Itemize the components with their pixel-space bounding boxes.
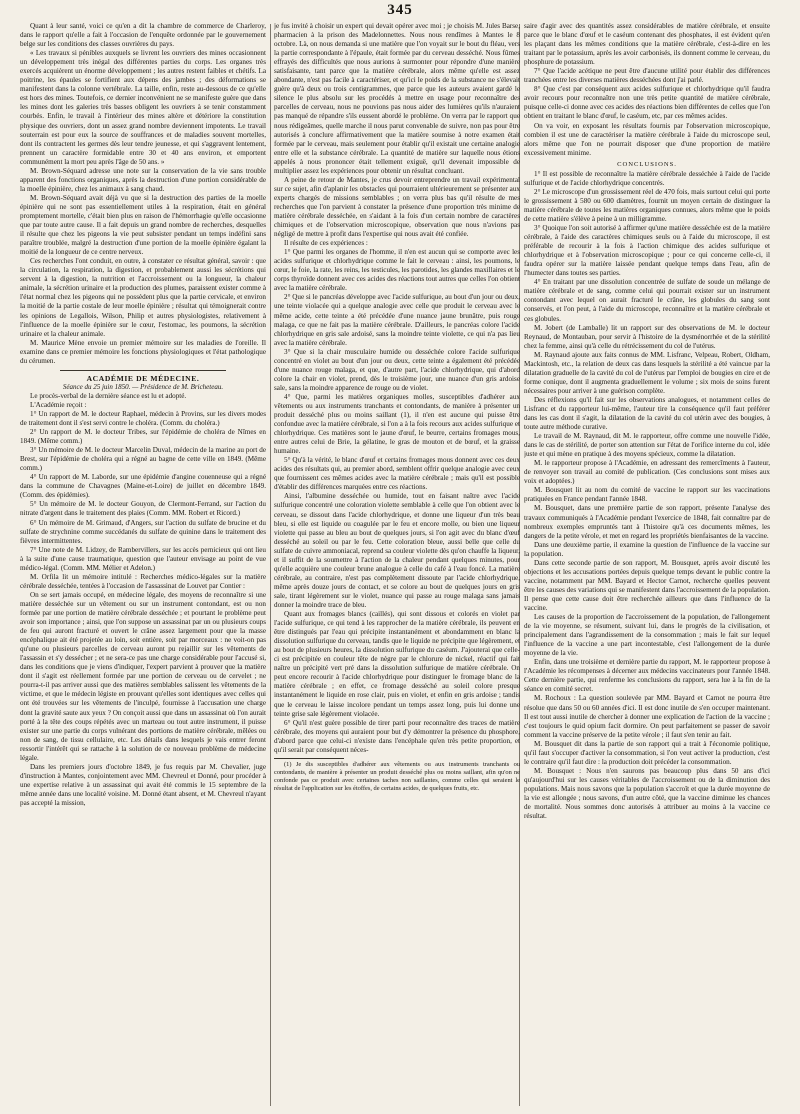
paragraph: 6° Un mémoire de M. Grimaud, d'Angers, sur l'action du sulfate de brucine et du sulfate de strychnine comme succédanés du sulfate de quinine dans le traitement des fièvres intermittentes. — [20, 518, 266, 545]
paragraph: M. Bousquet, dans une première partie de son rapport, présente l'analyse des travaux communiqués à l'Académie pendant l'exercice de 1848, fait connaître par de nombreux exemples empruntés tant à l'histoire qu'à ces documents mêmes, les dangers de la petite vérole, et met en regard les propriétés bienfaisantes de la vaccine. — [524, 504, 770, 540]
paragraph: 5° Qu'à la vérité, le blanc d'œuf et certains fromages mous donnent avec ces deux acides des résultats qui, au premier abord, semblent offrir quelque analogie avec ceux que fournissent ces mêmes acides avec la matière cérébrale ; mais qu'il est possible d'établir des différences marquées entre ces réactions. — [274, 456, 520, 492]
paragraph: M. le rapporteur propose à l'Académie, en adressant des remercîments à l'auteur, de renvoyer son travail au comité de publication. (Ces conclusions sont mises aux voix et adoptées.) — [524, 459, 770, 486]
paragraph: On se sert jamais occupé, en médecine légale, des moyens de reconnaître si une matière desséchée sur un vêtement ou sur un instrument contondant, est ou non formée par une portion de matière cérébrale desséchée ; et pourtant le problème peut avoir son importance ; ainsi, que l'on suppose un assassinat par un ou plusieurs coups de feu qui auront fracturé et ouvert le crâne assez largement pour que la masse encéphalique ait été projetée au loin, soit entière, soit par morceaux : ne voit-on pas qu'une ou plusieurs parcelles de cerveau auront pu rejaillir sur les vêtements de l'assassin et s'y dessécher ; et ne sera-ce pas une charge considérable pour l'accusé si, dans les conditions que je viens d'indiquer, l'expert parvient à prouver que la matière dont il s'agit est réellement formée par une portion de cerveau ou de cervelet ; ne pourra-t-il pas arriver aussi que des matières semblables salissent les vêtements de la victime, et que le médecin légiste en prouvant qu'elles sont identiques avec celles qui ont été trouvées sur les vêtements de l'inculpé, fournisse à l'accusation une charge dont la gravité saute aux yeux ? On conçoit aussi que dans un assassinat où l'on aurait porté à la tête des coups répétés avec un marteau ou tout autre instrument, il puisse exister sur une partie du corps vulnérant des portions de matière cérébrale, mêlées ou non de sang, de tissu cellulaire, etc. Les détails dans lesquels je vais entrer feront ressortir l'intérêt qui se rattache à la solution de ce nouveau problème de médecine légale. — [20, 590, 266, 762]
paragraph: Le travail de M. Raynaud, dit M. le rapporteur, offre comme une nouvelle l'idée, dans le cas de stérilité, de porter son attention sur l'état de l'orifice interne du col, idée juste et qui mène en pratique à des moyens spécieux, comme la dilatation. — [524, 432, 770, 459]
paragraph: M. Raynaud ajoute aux faits connus de MM. Lisfranc, Velpeau, Robert, Oldham, Mackintosh, etc., la relation de deux cas dans lesquels la stérilité a été vaincue par la dilatation graduelle de la cavité du col de l'utérus par l'emploi de bougies en cire et de forme conique, dont il augmenta graduellement le volume ; six mois de soins furent nécessaires pour arriver à une guérison complète. — [524, 350, 770, 395]
column-middle — [274, 22, 520, 1108]
paragraph: Quant à leur santé, voici ce qu'en a dit la chambre de commerce de Charleroy, dans le rapport qu'elle a fait à l'occasion de l'enquête ordonnée par le gouvernement belge sur les conditions des classes ouvrières du pays. — [20, 22, 266, 49]
paragraph: Dans les premiers jours d'octobre 1849, je fus requis par M. Chevalier, juge d'instruction à Mantes, conjointement avec MM. Chevreul et Donné, pour procéder à une expertise relative à un assassinat qui avait été commis le 15 septembre de la même année dans une localité voisine. M. Donné étant absent, et M. Chevreul n'ayant pas accepté la mission, — [20, 762, 266, 807]
paragraph: 2° Un rapport de M. le docteur Tribes, sur l'épidémie de choléra de Nîmes en 1849. (Même comm.) — [20, 428, 266, 446]
paragraph: 4° Un rapport de M. Laborde, sur une épidémie d'angine couenneuse qui a régné dans la commune de Chavagnes (Maine-et-Loire) de juillet en décembre 1849. (Comm. des épidémies). — [20, 473, 266, 500]
column-rule — [270, 24, 271, 1106]
paragraph: 4° Que, parmi les matières organiques molles, susceptibles d'adhérer aux vêtements ou aux instruments tranchants et contondants, de manière à présenter un produit desséché plus ou moins saillant (1), il n'en est aucune qui puisse être confondue avec la matière cérébrale, si l'on a à la fois recours aux acides sulfurique et chlorhydrique. Ces matières sont le jaune d'œuf, le beurre, certains fromages mous, entre autres celui de Brie, la gélatine, le gras de mouton et de bœuf, et la graisse humaine. — [274, 392, 520, 456]
paragraph: « Les travaux si pénibles auxquels se livrent les ouvriers des mines occasionnent un développement très inégal des différentes parties du corps. Les organes très exercés acquièrent un énorme développement ; les autres restent faibles et chétifs. La poitrine, les épaules se fortifient aux dépens des jambes ; des déformations se manifestent dans la colonne vertébrale. La taille, enfin, reste au-dessous de ce qu'elle est hors des mines. Toutefois, ce dernier inconvénient ne se manifeste guère que dans les mines dont les galeries très basses obligent les ouvriers à se tenir constamment courbés. Enfin, le travail à l'intérieur des mines altère et détériore la constitution physique des ouvriers, dont un assez grand nombre deviennent impotents. Le travail souterrain est pour eux la source de souffrances et de maladies souvent mortelles, dont ils contractent les germes dès leur tendre jeunesse, et qui s'aggravent lentement, prennent un caractère formidable entre 30 et 40 ans environ, et emportent communément la mort peu après l'âge de 50 ans. » — [20, 49, 266, 166]
paragraph: saire d'agir avec des quantités assez considérables de matière cérébrale, et ensuite parce que le blanc d'œuf et le caséum contenant des phosphates, il est évident qu'en les plaçant dans les mêmes conditions que la matière cérébrale, c'est-à-dire en les traitant par le potassium, après les avoir carbonisés, ils donnent comme le cerveau, du phosphure de potassium. — [524, 22, 770, 67]
paragraph: 1° Il est possible de reconnaître la matière cérébrale desséchée à l'aide de l'acide sulfurique et de l'acide chlorhydrique concentrés. — [524, 169, 770, 187]
paragraph: L'Académie reçoit : — [30, 400, 87, 409]
paragraph: 6° Qu'il n'est guère possible de tirer parti pour reconnaître des traces de matière cérébrale, des moyens qui auraient pour but d'y démontrer la présence du phosphore, d'abord parce que celui-ci n'existe dans l'encéphale qu'en très petite proportion, et qu'il serait par conséquent néces- — [274, 718, 520, 754]
paragraph: Quant aux fromages blancs (caillés), qui sont dissous et colorés en violet par l'acide sulfurique, ce qui tend à les rapprocher de la matière cérébrale, ils peuvent en être distingués par l'eau qui précipite instantanément et abondamment en blanc la dissolution sulfurique du cerveau, tandis que le liquide ne précipite que légèrement, et au bout de plusieurs heures, la dissolution sulfurique du caséum. J'ajouterai que celle-ci est précipitée en couleur tête de nègre par le chlorure de nickel, réactif qui fait naître un précipité vert pré dans la dissolution sulfurique de matière cérébrale. On peut encore recourir à l'acide chlorhydrique pour distinguer le fromage blanc de la matière cérébrale ; en effet, ce fromage desséché au soleil colore presque instantanément le liquide en rose clair, puis en violet, et enfin en gris ardoise ; tandis que le cerveau le laisse incolore pendant un temps assez long, puis lui donne une teinte grise sale légèrement violacée. — [274, 610, 520, 718]
conclusions-heading: CONCLUSIONS. — [617, 160, 677, 168]
paragraph: Enfin, dans une troisième et dernière partie du rapport, M. le rapporteur propose à l'Académie les récompenses à décerner aux médecins vaccinateurs pour l'année 1848. Cette dernière partie, qui renferme les conclusions du rapport, sera lue à la fin de la séance en comité secret. — [524, 658, 770, 694]
paragraph: M. Bousquet lit au nom du comité de vaccine le rapport sur les vaccinations pratiquées en France pendant l'année 1848. — [524, 486, 770, 504]
paragraph: 1° Que parmi les organes de l'homme, il n'en est aucun qui se comporte avec les acides sulfurique et chlorhydrique comme le fait le cerveau : ainsi, les poumons, le cœur, le foie, la rate, les reins, les testicules, les parotides, les glandes maxillaires et le corps thyroïde donnent avec ces acides des réactions tout autres que celles l'on obtient avec la matière cérébrale. — [274, 248, 520, 293]
paragraph: 7° Une note de M. Lidzey, de Rambervillers, sur les accès pernicieux qui ont lieu à la suite d'une cause traumatique, question que l'auteur envisage au point de vue médico-légal. (Comm. MM. Mélier et Adelon.) — [20, 545, 266, 572]
paragraph: On va voir, en exposant les résultats fournis par l'observation microscopique, combien il est une de caractériser la matière cérébrale à l'aide du microscope seul, alors même que l'on ne pourrait disposer que d'une proportion de matière excessivement minime. — [524, 121, 770, 157]
section-subtitle: Séance du 25 juin 1850. — Présidence de M. Bricheteau. — [62, 382, 224, 391]
paragraph: M. Bousquet dit dans la partie de son rapport qui a trait à l'économie politique, qu'il faut s'occuper d'activer la consommation, si l'on veut activer la production, c'est le contraire qu'il faut dire : la production doit précéder la consommation. — [524, 739, 770, 766]
paragraph: Il résulte de ces expériences : — [284, 239, 368, 248]
paragraph: M. Orfila lit un mémoire intitulé : Recherches médico-légales sur la matière cérébrale desséchée, tentées à l'occasion de l'assassinat de Louvet par Contier : — [20, 572, 266, 590]
paragraph: 3° Que si la chair musculaire humide ou desséchée colore l'acide sulfurique concentré en violet au bout d'un jour ou deux, cette teinte a également été précédée d'une nuance rouge malaga, et que, d'autre part, l'acide chlorhydrique, qui d'abord colore la chair en violet, prend, dès le troisième jour, une nuance d'un gris ardoise sale, sans la moindre apparence de rouge ou de violet. — [274, 347, 520, 392]
column-right — [524, 22, 770, 1108]
paragraph: M. Bousquet : Nous n'en saurons pas beaucoup plus dans 50 ans d'ici qu'aujourd'hui sur les causes véritables de l'accroissement ou de la diminution des populations. Mais nous savons que la population s'accroît et que la durée moyenne de la vie est allongée ; nous savons, d'un autre côté, que la vaccine diminue les chances de mortalité. Nous sommes donc autorisés à attribuer au moins à la vaccine ce résultat. — [524, 766, 770, 821]
paragraph: M. Jobert (de Lamballe) lit un rapport sur des observations de M. le docteur Reynaud, de Montauban, pour servir à l'histoire de la dysménorrhée et de la stérilité chez la femme, ainsi qu'à celle du rétrécissement du col de l'utérus. — [524, 323, 770, 350]
footnote: (1) Je dis susceptibles d'adhérer aux vêtements ou aux instruments tranchants ou contondants, de manière à présenter un produit desséché plus ou moins saillant, afin qu'on ne confonde pas ce produit avec certaines taches non saillantes, comme celles qui seraient le résultat de l'application sur les étoffes, de certains acides, de quelques fruits, etc. — [274, 760, 520, 793]
paragraph: Dans cette seconde partie de son rapport, M. Bousquet, après avoir discuté les objections et les accusations portées depuis quelque temps devant le public contre la vaccine, notamment par MM. Bayard et Hector Carnot, recherche quelles peuvent être les causes des variations qui se manifestent dans l'accroissement de la population. Il pense que cette cause doit être recherchée ailleurs que dans l'influence de la vaccine. — [524, 558, 770, 612]
paragraph: je fus invité à choisir un expert qui devait opérer avec moi ; je choisis M. Jules Barse, pharmacien à la prison des Madelonnettes. Nous nous rendîmes à Mantes le 8 octobre. Là, on nous demanda si une matière que l'on voyait sur le bout du fléau, vers la partie correspondante à l'épaule, était formée par du cerveau desséché. Nous fûmes effrayés des difficultés que nous aurions à surmonter pour répondre d'une manière satisfaisante, tant parce que la matière cérébrale, alors même qu'elle est assez abondante, n'est pas facile à caractériser, et qu'ici le poids de la substance ne s'élevait guère qu'à deux ou trois centigrammes, que parce que les auteurs avaient gardé le silence le plus absolu sur les procédés à mettre en usage pour reconnaître des parcelles de cerveau, nous ne pouvions pas nous aider des lumières qu'ils n'auraient pas manqué de répandre s'ils eussent abordé le problème. On verra par le rapport que nous rédigeâmes, quelle marche il nous parut convenable de suivre, non pas pour être autorisés à conclure affirmativement que la matière soumise à notre examen était formée par le cerveau, mais seulement pour établir qu'il existait une certaine analogie entre elle et la substance cérébrale. La quantité de matière sur laquelle nous étions appelés à nous prononcer était tellement exiguë, qu'il devenait impossible de multiplier assez les expériences pour obtenir un résultat concluant. — [274, 22, 520, 175]
paragraph: M. Brown-Séquard adresse une note sur la conservation de la vie sans trouble apparent des fonctions organiques, après la destruction d'une portion considérable de la moelle épinière, chez les animaux à sang chaud. — [20, 166, 266, 193]
paragraph: Ces recherches l'ont conduit, en outre, à constater ce résultat général, savoir : que la circulation, la respiration, la digestion, et probablement aussi les sécrétions qui servent à la digestion, la nutrition et l'accroissement ou la longueur, la chaleur animale, la sécrétion urinaire et la production des plumes, paraissent exister comme à l'état normal chez les pigeons qui ne possèdent plus que la partie cervicale, et environ la moitié de la partie costale de leur moelle épinière ; résultat qui témoignerait contre les opinions de Legallois, Wilson, Philip et autres physiologistes, relativement à l'influence de la moelle épinière sur le cœur, l'estomac, les poumons, la sécrétion urinaire et la chaleur animale. — [20, 257, 266, 338]
paragraph: 5° Un mémoire de M. le docteur Gouyon, de Clermont-Ferrand, sur l'action du nitrate d'argent dans le traitement des plaies (Comm. MM. Robert et Ricord.) — [20, 500, 266, 518]
paragraph: Les causes de la proportion de l'accroissement de la population, de l'allongement de la vie moyenne, se résument, suivant lui, dans le progrès de la civilisation, et principalement dans l'agrandissement de la consommation ; mais le fait sur lequel l'influence de la vaccine a une part incontestable, c'est l'allongement de la durée moyenne de la vie. — [524, 613, 770, 658]
paragraph: 3° Quoique l'on soit autorisé à affirmer qu'une matière desséchée est de la matière cérébrale, à l'aide des caractères chimiques seuls ou à l'aide du microscope, il est préférable de recourir à la fois à l'action chimique des acides sulfurique et chlorhydrique et à l'observation microscopique ; pour ce qui concerne celle-ci, il faudra opérer sur la matière laissée pendant quelque temps dans l'eau, afin de l'humecter dans toutes ses parties. — [524, 224, 770, 278]
paragraph: Dans une deuxième partie, il examine la question de l'influence de la vaccine sur la population. — [524, 540, 770, 558]
paragraph: A peine de retour de Mantes, je crus devoir entreprendre un travail expérimental sur ce sujet, afin d'aplanir les obstacles qui pourraient ultérieurement se présenter aux experts chargés de missions semblables ; on verra plus bas qu'il résulte de mes recherches que l'on parvient à constater la présence d'une proportion très minime de matière cérébrale desséchée, en s'aidant à la fois d'un certain nombre de caractères chimiques et de l'observation microscopique, observation que nous n'avions pas négligé de mettre à profit dans l'expertise qui nous avait été confiée. — [274, 175, 520, 239]
column-left — [20, 22, 266, 1108]
paragraph: M. Maurice Mène envoie un premier mémoire sur les maladies de l'oreille. Il examine dans ce premier mémoire les fonctions physiologiques et l'état pathologique du cérumen. — [20, 338, 266, 365]
paragraph: Ainsi, l'albumine desséchée ou humide, tout en faisant naître avec l'acide sulfurique concentré une coloration violette semblable à celle que l'on obtient avec le cerveau, se dissout dans l'acide chlorhydrique, et donne une liqueur d'un très beau bleu, si elle est liquide ou coagulée par le feu et encore molle, ou bien une liqueur violette qui passe au bleu au bout de quelques jours, si l'on agit avec du blanc d'œuf desséché au soleil ou par le feu. Cette coloration bleue, aussi belle que celle du sulfate de cuivre ammoniacal, reprend sa couleur violette dès qu'on chauffe la liqueur, et il suffit de la soumettre à l'action de la chaleur pendant quelques minutes, pour qu'elle acquière une couleur brune analogue à celle du café à l'eau foncé. La matière cérébrale, au contraire, n'est pas complètement dissoute par l'acide chlorhydrique, même après douze jours de contact, et se colore au bout de quelques jours en gris sale, tirant légèrement sur le violet, nuance qui passe au rouge malaga sans jamais donner la moindre trace de bleu. — [274, 492, 520, 609]
paragraph: 7° Que l'acide acétique ne peut être d'aucune utilité pour établir des différences tranchées entre les diverses matières desséchées dont j'ai parlé. — [524, 67, 770, 85]
paragraph: 1° Un rapport de M. le docteur Raphael, médecin à Provins, sur les divers modes de traitement dont il s'est servi contre le choléra. (Comm. du choléra.) — [20, 409, 266, 428]
paragraph: 4° En traitant par une dissolution concentrée de sulfate de soude un mélange de matière cérébrale et de sang, comme celui qui pourrait exister sur un instrument contondant avec lequel on aurait fracturé le crâne, les globules du sang sont conservés, et l'on peut, à l'aide du microscope, reconnaître et la matière cérébrale et ces globules. — [524, 278, 770, 323]
paragraph: M. Brown-Séquard avait déjà vu que si la destruction des parties de la moelle épinière qui ne sont pas essentiellement utiles à la respiration, était en général promptement mortelle, c'était bien plus en raison de l'hémorrhagie qu'elle occasionne que par toute autre cause. Il a fait depuis un grand nombre de recherches, desquelles il résulte que chez les pigeons la vie peut subsister pendant un temps indéfini sans paraître troublée, malgré la destruction d'une portion de la moelle épinière égalant la moitié de la longueur de ce centre nerveux. — [20, 193, 266, 257]
page-number: 345 — [387, 2, 413, 18]
footnote-rule — [274, 758, 344, 759]
paragraph: 2° Le microscope d'un grossissement réel de 470 fois, mais surtout celui qui porte le grossissement à 580 ou 600 diamètres, fournit un moyen certain de distinguer la matière cérébrale de toutes les matières organiques connues, alors même que le poids de cette matière s'élève à peine à un milligramme. — [524, 187, 770, 223]
section-rule — [60, 370, 226, 371]
paragraph: Des réflexions qu'il fait sur les observations analogues, et notamment celles de Lisfranc et du rapporteur lui-même, l'auteur tire la conséquence qu'il faut préférer dans les cas dont il s'agit, la dilatation de la cavité du col utérin avec des bougies, à toute autre méthode curative. — [524, 395, 770, 432]
paragraph: 2° Que si le pancréas développe avec l'acide sulfurique, au bout d'un jour ou deux, une teinte violacée qui a quelque analogie avec celle que produit le cerveau avec le même acide, cette teinte a été précédée d'une nuance jaune brunâtre, puis rouge malaga, ce que ne fait pas la matière cérébrale. D'ailleurs, le pancréas colore l'acide chlorhydrique en gris sale ardoisé, sans la moindre teinte violette, ce qui n'a pas lieu avec la matière cérébrale. — [274, 293, 520, 347]
paragraph: Le procès-verbal de la dernière séance est lu et adopté. — [30, 391, 187, 400]
section-title: ACADÉMIE DE MÉDECINE. — [86, 373, 200, 383]
paragraph: M. Rochoux : La question soulevée par MM. Bayard et Carnot ne pourra être résolue que dans 50 ou 60 années d'ici. Il est donc inutile de s'en occuper maintenant. Il est tout aussi inutile de chercher à donner une explication de l'action de la vaccine ; c'est toujours le quid opium facit dormire. On peut parfaitement se passer de savoir comment la vaccine préserve de la petite vérole ; il faut s'en tenir au fait. — [524, 694, 770, 739]
paragraph: 8° Que c'est par conséquent aux acides sulfurique et chlorhydrique qu'il faudra avoir recours pour reconnaître non une très petite quantité de matière cérébrale, puisque celle-ci donne avec ces acides des réactions bien différentes de celles que l'on obtient en traitant le blanc d'œuf, le caséum, etc, par ces mêmes acides. — [524, 85, 770, 121]
paragraph: 3° Un mémoire de M. le docteur Marcelin Duval, médecin de la marine au port de Brest, sur l'épidémie de choléra qui a régné au bagne de cette ville en 1849. (Même comm.) — [20, 446, 266, 473]
